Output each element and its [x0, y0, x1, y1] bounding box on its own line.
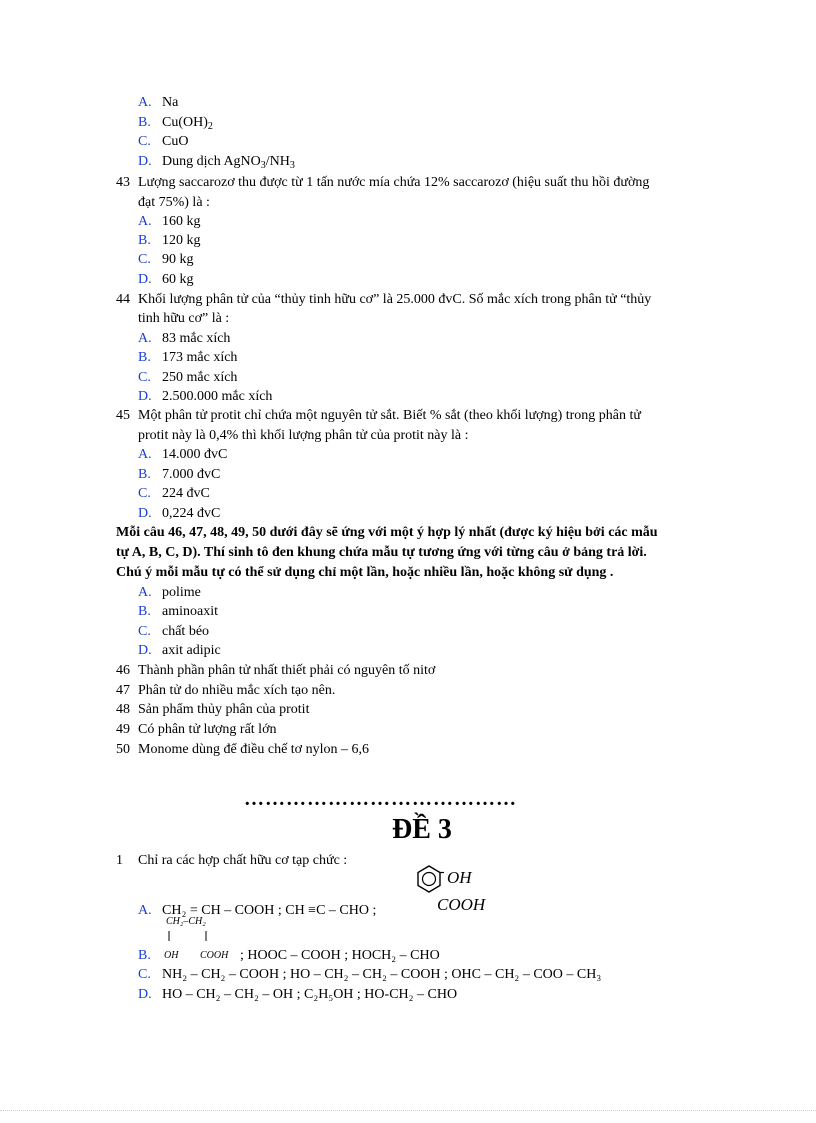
option-letter: A.: [138, 585, 152, 600]
section-heading: ĐỀ 3: [392, 814, 452, 845]
option-text: 90 kg: [162, 252, 194, 267]
question-number: 49: [116, 722, 130, 737]
question-text: Một phân tử protit chỉ chứa một nguyên tử sắt. Biết % sắt (theo khối lượng) trong phân tử: [138, 408, 641, 423]
question-number: 44: [116, 292, 130, 307]
option-letter: A.: [138, 95, 152, 110]
option-text: CH₂ = CH – COOH ; CH ≡C – CHO ;: [162, 903, 377, 918]
option-letter: D.: [138, 987, 152, 1002]
option-text: Dung dịch $AgNO_3/NH_3$: [162, 154, 295, 171]
option-letter: A.: [138, 447, 152, 462]
option-letter: C.: [138, 486, 151, 501]
question-number: 46: [116, 663, 130, 678]
option-text: $Cu(OH)_2$: [162, 115, 213, 132]
struct-b-top: CH₂–CH₂: [166, 916, 206, 927]
option-text: Na: [162, 95, 179, 110]
question-number: 50: [116, 742, 130, 757]
option-letter: D.: [138, 643, 152, 658]
option-text: 120 kg: [162, 233, 201, 248]
option-letter: C.: [138, 967, 151, 982]
option-letter: B.: [138, 467, 151, 482]
option-text: 224 đvC: [162, 486, 210, 501]
instruction-line-1: Mỗi câu 46, 47, 48, 49, 50 dưới đây sẽ ứng với một ý hợp lý nhất (được ký hiệu bởi các mẫu: [116, 525, 658, 540]
question-number: 48: [116, 702, 130, 717]
option-text: 173 mắc xích: [162, 350, 238, 365]
struct-b-right: COOH: [200, 950, 229, 961]
option-letter: C.: [138, 370, 151, 385]
question-text: Có phân tử lượng rất lớn: [138, 722, 277, 737]
option-letter: B.: [138, 115, 151, 130]
option-letter: C.: [138, 624, 151, 639]
instruction-line-3: Chú ý mỗi mẫu tự có thể sử dụng chỉ một lần, hoặc nhiều lần, hoặc không sử dụng .: [116, 565, 614, 580]
option-text: CuO: [162, 134, 189, 149]
option-text: 2.500.000 mắc xích: [162, 389, 273, 404]
option-letter: B.: [138, 604, 151, 619]
option-letter: C.: [138, 134, 151, 149]
benzene-ring-icon: [414, 864, 444, 894]
option-text: 7.000 đvC: [162, 467, 221, 482]
question-text: Lượng saccarozơ thu được từ 1 tấn nước mía chứa 12% saccarozơ (hiệu suất thu hồi đường: [138, 175, 650, 190]
question-number: 47: [116, 683, 130, 698]
question-text: tinh hữu cơ” là :: [138, 311, 230, 326]
option-text: aminoaxit: [162, 604, 218, 619]
option-text: 0,224 đvC: [162, 506, 221, 521]
question-text: Thành phần phân tử nhất thiết phải có nguyên tố nitơ: [138, 663, 436, 678]
struct-cooh-label: COOH: [437, 895, 486, 914]
question-text: Monome dùng để điều chế tơ nylon – 6,6: [138, 742, 369, 757]
struct-oh-label: OH: [447, 868, 472, 887]
instruction-line-2: tự A, B, C, D). Thí sinh tô đen khung chứa mẫu tự tương ứng với từng câu ở bảng trả lời.: [116, 545, 647, 560]
option-text: chất béo: [162, 624, 210, 639]
option-letter: C.: [138, 252, 151, 267]
option-letter: A.: [138, 214, 152, 229]
question-number: 45: [116, 408, 130, 423]
question-text: Chỉ ra các hợp chất hữu cơ tạp chức :: [138, 853, 348, 868]
question-text: protit này là 0,4% thì khối lượng phân tử của protit này là :: [138, 428, 469, 443]
option-letter: D.: [138, 272, 152, 287]
option-text: ; HOOC – COOH ; HOCH₂ – CHO: [240, 948, 440, 963]
option-text: NH₂ – CH₂ – COOH ; HO – CH₂ – CH₂ – COOH ; OHC – CH₂ – COO – CH₃: [162, 967, 602, 982]
option-letter: A.: [138, 331, 152, 346]
option-letter: D.: [138, 389, 152, 404]
question-text: Sản phẩm thủy phân của protit: [138, 702, 310, 717]
question-number: 1: [116, 853, 123, 868]
option-letter: B.: [138, 233, 151, 248]
option-text: 14.000 đvC: [162, 447, 228, 462]
option-text: HO – CH₂ – CH₂ – OH ; C₂H₅OH ; HO-CH₂ – CHO: [162, 987, 458, 1002]
question-text: Phân tử do nhiều mắc xích tạo nên.: [138, 683, 336, 698]
option-text: 60 kg: [162, 272, 194, 287]
option-text: 250 mắc xích: [162, 370, 238, 385]
option-letter: D.: [138, 506, 152, 521]
separator-dots: …………………………………: [244, 788, 517, 810]
page-bottom-border: [0, 1110, 816, 1111]
struct-b-left: OH: [164, 950, 179, 961]
option-text: polime: [162, 585, 201, 600]
option-letter: B.: [138, 350, 151, 365]
option-text: axit adipic: [162, 643, 221, 658]
option-letter: A.: [138, 903, 152, 918]
option-text: 160 kg: [162, 214, 201, 229]
question-text: Khối lượng phân tử của “thủy tinh hữu cơ” là 25.000 đvC. Số mắc xích trong phân tử “thủy: [138, 292, 652, 307]
option-text: 83 mắc xích: [162, 331, 231, 346]
option-letter: B.: [138, 948, 151, 963]
question-text: đạt 75%) là :: [138, 195, 210, 210]
question-number: 43: [116, 175, 130, 190]
struct-b-bonds-icon: [166, 930, 216, 942]
option-letter: D.: [138, 154, 152, 169]
